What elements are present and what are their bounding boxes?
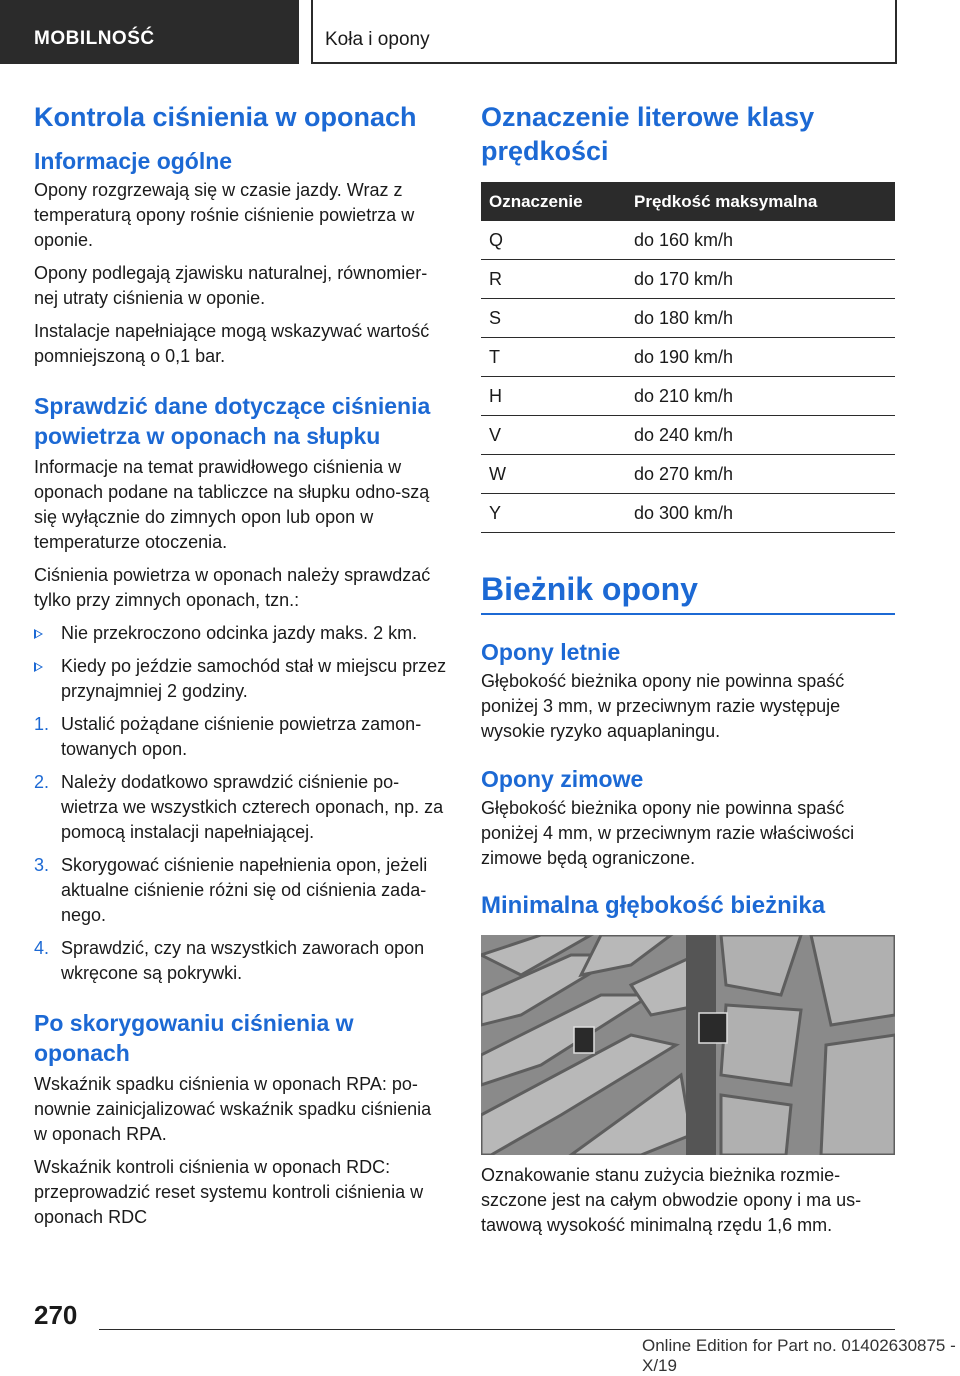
- bullet-list: [34, 621, 448, 704]
- header-chapter-tab: [311, 0, 897, 64]
- paragraph: Wskaźnik kontroli ciśnienia w oponach RDC: przeprowadzić reset systemu kontroli ciśnienia w oponach RDC: [34, 1157, 424, 1227]
- list-item: Nie przekroczono odcinka jazdy maks. 2 km.: [34, 621, 448, 646]
- table-row: Q do 160 km/h: [481, 221, 895, 260]
- table-row: T do 190 km/h: [481, 338, 895, 377]
- step-item: 4. Sprawdzić, czy na wszystkich zaworach opon wkręcone są pokrywki.: [34, 938, 425, 983]
- table-row: Y do 300 km/h: [481, 494, 895, 533]
- page-number: 270: [34, 1300, 78, 1330]
- heading-summer-tires: Opony letnie: [481, 639, 621, 665]
- numbered-steps: [34, 712, 448, 986]
- footer-edition: Online Edition for Part no. 01402630875 - X/19: [642, 1336, 956, 1375]
- paragraph: Opony podlegają zjawisku naturalnej, równomier‐nej utraty ciśnienia w oponie.: [34, 263, 428, 308]
- paragraph: Informacje na temat prawidłowego ciśnienia w oponach podane na tabliczce na słupku odno‐szą się wyłącznie do zimnych opon lub opon w temperaturze otoczenia.: [34, 457, 430, 552]
- heading-general: Informacje ogólne: [34, 148, 233, 174]
- paragraph: Głębokość bieżnika opony nie powinna spaść poniżej 3 mm, w przeciwnym razie występuje wysokie ryzyko aquaplaningu.: [481, 671, 845, 741]
- paragraph: Opony rozgrzewają się w czasie jazdy. Wraz z temperaturą opony rośnie ciśnienie powietrza w oponie.: [34, 180, 415, 250]
- paragraph: Wskaźnik spadku ciśnienia w oponach RPA: po‐nownie zainicjalizować wskaźnik spadku ciśnienia w oponach RPA.: [34, 1074, 432, 1144]
- table-row: R do 170 km/h: [481, 260, 895, 299]
- footer-divider: [99, 1329, 895, 1330]
- header-section-tab: [0, 0, 299, 64]
- tread-wear-indicator-photo: [481, 935, 895, 1155]
- header-section-label: MOBILNOŚĆ: [34, 28, 155, 49]
- heading-check-pillar: Sprawdzić dane dotyczące ciśnienia powietrza w oponach na słupku: [34, 393, 431, 449]
- section-title-tread: Bieżnik opony: [481, 569, 895, 615]
- left-column: [34, 100, 448, 1230]
- speed-class-table: [481, 182, 895, 533]
- tire-tread-illustration: [481, 935, 895, 1155]
- table-header-cell: Oznaczenie: [481, 182, 626, 221]
- section-title-speed-class: Oznaczenie literowe klasy prędkości: [481, 102, 815, 166]
- heading-winter-tires: Opony zimowe: [481, 766, 644, 792]
- paragraph: Ciśnienia powietrza w oponach należy sprawdzać tylko przy zimnych oponach, tzn.:: [34, 565, 431, 610]
- step-item: 3. Skorygować ciśnienie napełnienia opon, jeżeli aktualne ciśnienie różni się od ciśnienia zada‐nego.: [34, 855, 428, 925]
- header-chapter-label: Koła i opony: [325, 29, 430, 50]
- table-row: S do 180 km/h: [481, 299, 895, 338]
- table-header-row: [481, 182, 895, 221]
- table-row: W do 270 km/h: [481, 455, 895, 494]
- heading-after-correction: Po skorygowaniu ciśnienia w oponach: [34, 1010, 354, 1066]
- heading-min-depth: Minimalna głębokość bieżnika: [481, 892, 826, 919]
- list-item: Kiedy po jeździe samochód stał w miejscu przez przynajmniej 2 godziny.: [34, 654, 448, 704]
- section-title-pressure: Kontrola ciśnienia w oponach: [34, 102, 417, 132]
- table-row: H do 210 km/h: [481, 377, 895, 416]
- right-column: [481, 100, 895, 1238]
- triangle-bullet-icon: [34, 654, 43, 679]
- step-item: 1. Ustalić pożądane ciśnienie powietrza zamon‐towanych opon.: [34, 714, 422, 759]
- triangle-bullet-icon: [34, 621, 43, 646]
- paragraph: Głębokość bieżnika opony nie powinna spaść poniżej 4 mm, w przeciwnym razie właściwości zimowe będą ograniczone.: [481, 798, 855, 868]
- table-header-cell: Prędkość maksymalna: [626, 182, 895, 221]
- paragraph: Instalacje napełniające mogą wskazywać wartość pomniejszoną o 0,1 bar.: [34, 321, 430, 366]
- table-row: V do 240 km/h: [481, 416, 895, 455]
- step-item: 2. Należy dodatkowo sprawdzić ciśnienie po‐wietrza we wszystkich czterech oponach, np. za pomocą instalacji napełniającej.: [34, 772, 444, 842]
- image-caption: Oznakowanie stanu zużycia bieżnika rozmie‐szczone jest na całym obwodzie opony i ma us‐tawową wysokość minimalną rzędu 1,6 mm.: [481, 1165, 862, 1235]
